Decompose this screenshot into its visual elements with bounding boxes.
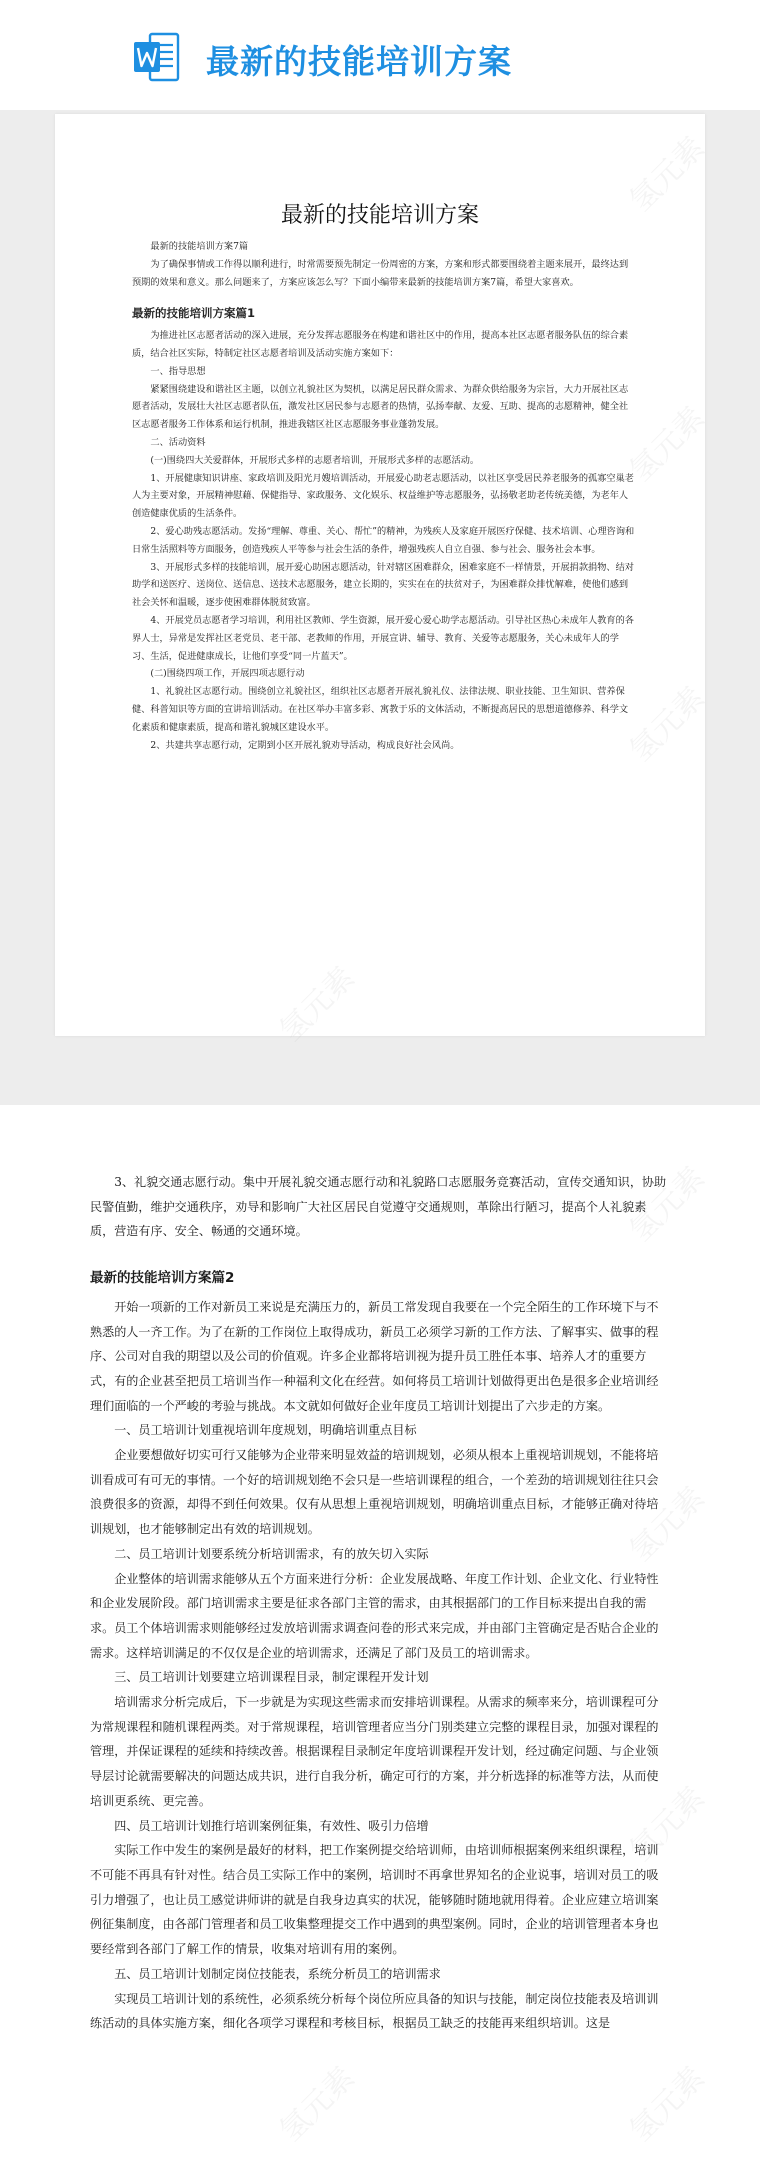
paragraph: 1、礼貌社区志愿行动。围绕创立礼貌社区，组织社区志愿者开展礼貌礼仪、法律法规、职业技能、卫生知识、营养保健、科普知识等方面的宣讲培训活动。在社区举办丰富多彩、寓教于乐的文体活动，不断提高居民的思想道德修养、科学文化素质和健康素质，提高和谐礼貌城区建设水平。 [132,686,629,733]
paragraph: 3、开展形式多样的技能培训，展开爱心助困志愿活动，针对辖区困难群众，困难家庭不一样情景，开展捐款捐物、结对助学和送医疗、送岗位、送信息、送技术志愿服务，建立长期的，实实在在的扶贫对子，为困难群众排忧解难，使他们感到社会关怀和温暖，逐步使困难群体脱贫致富。 [132,561,634,609]
watermark: 氢元素 [623,2060,712,2149]
page-1-content [132,238,635,754]
paragraph: 1、开展健康知识讲座、家政培训及阳光月嫂培训活动，开展爱心助老志愿活动，以社区享受居民养老服务的孤寡空巢老人为主要对象，开展精神慰藉、保健指导、家政服务、文化娱乐、权益维护等志愿服务，弘扬敬老助老传统美德，为老年人创造健康优质的生活条件。 [132,472,634,520]
page-header [0,0,760,110]
subheading: 二、员工培训计划要系统分析培训需求，有的放矢切入实际 [114,1546,429,1561]
subheading: 五、员工培训计划制定岗位技能表，系统分析员工的培训需求 [114,1966,441,1981]
document-page-1 [55,114,705,1036]
paragraph: 开始一项新的工作对新员工来说是充满压力的，新员工常发现自我要在一个完全陌生的工作环境下与不熟悉的人一齐工作。为了在新的工作岗位上取得成功，新员工必须学习新的工作方法、了解事实、做事的程序、公司对自我的期望以及公司的价值观。许多企业都将培训视为提升员工胜任本事、培养人才的重要方式，有的企业甚至把员工培训当作一种福利文化在经营。如何将员工培训计划做得更出色是很多企业培训经理们面临的一个严峻的考验与挑战。本文就如何做好企业年度员工培训计划提出了六步走的方案。 [90,1299,659,1413]
watermark: 氢元素 [623,1480,712,1569]
paragraph: 企业要想做好切实可行又能够为企业带来明显效益的培训规划，必须从根本上重视培训规划，不能将培训看成可有可无的事情。一个好的培训规划绝不会只是一些培训课程的组合，一个差劲的培训规划往往只会浪费很多的资源，却得不到任何效果。仅有从思想上重视培训规划，明确培训重点目标，才能够正确对待培训规划，也才能够制定出有效的培训规划。 [90,1448,659,1537]
subheading: 三、员工培训计划要建立培训课程目录，制定课程开发计划 [114,1670,429,1685]
paragraph: 企业整体的培训需求能够从五个方面来进行分析：企业发展战略、年度工作计划、企业文化、行业特性和企业发展阶段。部门培训需求主要是征求各部门主管的需求，由其根据部门的工作目标来提出自我的需求。员工个体培训需求则能够经过发放培训需求调查问卷的形式来完成，并由部门主管确定是否贴合企业的需求。这样培训满足的不仅仅是企业的培训需求，还满足了部门及员工的培训需求。 [90,1571,659,1660]
document-title: 最新的技能培训方案 [280,203,479,228]
paragraph: (一)围绕四大关爱群体，开展形式多样的志愿者培训，开展形式多样的志愿活动。 [150,454,480,466]
paragraph: 为推进社区志愿者活动的深入进展，充分发挥志愿服务在构建和谐社区中的作用，提高本社区志愿者服务队伍的综合素质，结合社区实际，特制定社区志愿者培训及活动实施方案如下： [132,330,629,359]
watermark: 氢元素 [623,1160,712,1249]
section-1-heading: 最新的技能培训方案篇1 [132,306,256,321]
subheading: 一、员工培训计划重视培训年度规划，明确培训重点目标 [114,1423,417,1438]
section-2-heading: 最新的技能培训方案篇2 [90,1270,235,1287]
paragraph: 2、共建共享志愿行动，定期到小区开展礼貌劝导活动，构成良好社会风尚。 [150,739,460,751]
header-title: 最新的技能培训方案 [206,42,512,81]
subheading: 一、指导思想 [150,365,206,377]
paragraph: 2、爱心助残志愿活动。发扬“理解、尊重、关心、帮忙”的精神，为残疾人及家庭开展医疗保健、技术培训、心理咨询和日常生活照料等方面服务，创造残疾人平等参与社会生活的条件，增强残疾人自立自强、参与社会、服务社会本事。 [132,525,635,555]
watermark: 氢元素 [273,2060,362,2149]
intro-paragraph: 为了确保事情或工作得以顺利进行，时常需要预先制定一份周密的方案，方案和形式都要围绕着主题来展开，最终达到预期的效果和意义。那么问题来了，方案应该怎么写？下面小编带来最新的技能培训方案7篇，希望大家喜欢。 [132,258,629,288]
intro-line: 最新的技能培训方案7篇 [150,241,249,252]
subheading: 二、活动资料 [150,436,206,448]
paragraph: 3、礼貌交通志愿行动。集中开展礼貌交通志愿行动和礼貌路口志愿服务竞赛活动，宣传交通知识，协助民警值勤，维护交通秩序，劝导和影响广大社区居民自觉遵守交通规则，革除出行陋习，提高个人礼貌素质，营造有序、安全、畅通的交通环境。 [90,1175,667,1239]
watermark: 氢元素 [623,1780,712,1869]
word-document-icon [132,30,180,84]
paragraph: 实际工作中发生的案例是最好的材料，把工作案例提交给培训师，由培训师根据案例来组织课程，培训不可能不再具有针对性。结合员工实际工作中的案例，培训时不再拿世界知名的企业说事，培训对员工的吸引力增强了，也让员工感觉讲师讲的就是自我身边真实的状况，能够随时随地就用得着。企业应建立培训案例征集制度，由各部门管理者和员工收集整理提交工作中遇到的典型案例。同时，企业的培训管理者本身也要经常到各部门了解工作的情景，收集对培训有用的案例。 [90,1843,659,1957]
paragraph: 紧紧围绕建设和谐社区主题，以创立礼貌社区为契机，以满足居民群众需求、为群众供给服务为宗旨，大力开展社区志愿者活动，发展壮大社区志愿者队伍，激发社区居民参与志愿者的热情，弘扬奉献、友爱、互助、提高的志愿精神，健全社区志愿者服务工作体系和运行机制，推进我辖区社区志愿服务事业蓬勃发展。 [132,383,629,431]
document-page-2 [90,1170,670,2036]
paragraph: 实现员工培训计划的系统性，必须系统分析每个岗位所应具备的知识与技能，制定岗位技能表及培训训练活动的具体实施方案，细化各项学习课程和考核目标，根据员工缺乏的技能再来组织培训。这是 [90,1991,659,2031]
subheading: 四、员工培训计划推行培训案例征集，有效性、吸引力倍增 [114,1818,429,1833]
paragraph: 4、开展党员志愿者学习培训，利用社区教师、学生资源，展开爱心爱心助学志愿活动。引导社区热心未成年人教育的各界人士，异常是发挥社区老党员、老干部、老教师的作用，开展宣讲、辅导、教育、关爱等志愿服务，关心未成年人的学习、生活，促进健康成长，让他们享受“同一片蓝天”。 [132,614,634,662]
paragraph: 培训需求分析完成后，下一步就是为实现这些需求而安排培训课程。从需求的频率来分，培训课程可分为常规课程和随机课程两类。对于常规课程，培训管理者应当分门别类建立完整的课程目录，加强对课程的管理，并保证课程的延续和持续改善。根据课程目录制定年度培训课程开发计划，经过确定问题、与企业领导层讨论就需要解决的问题达成共识，进行自我分析，确定可行的方案，并分析选择的标准等方法，从而使培训更系统、更完善。 [90,1695,659,1808]
paragraph: (二)围绕四项工作，开展四项志愿行动 [150,668,305,680]
